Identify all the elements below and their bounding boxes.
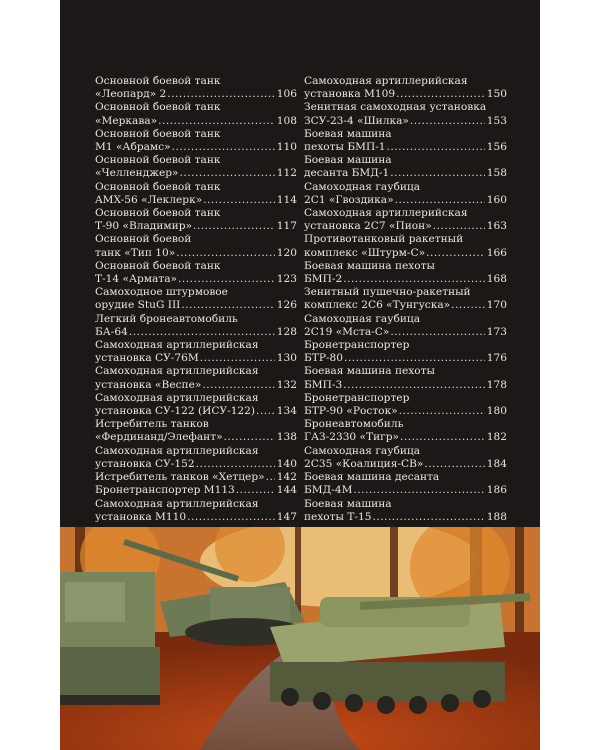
toc-entry-heading: Бронетранспортер: [304, 391, 410, 404]
toc-entry-title: 2С35 «Коалиция-СВ»: [304, 457, 424, 470]
toc-entry-title: установка СУ-152: [95, 457, 195, 470]
toc-entry-heading: Самоходная артиллерийская: [304, 207, 468, 220]
toc-right-column: [304, 75, 507, 524]
toc-entry[interactable]: [95, 471, 297, 484]
toc-page-number: 134: [276, 405, 297, 418]
toc-entry-title: «Меркава»: [95, 114, 158, 127]
toc-page-number: 153: [486, 114, 507, 127]
toc-page-number: 188: [486, 510, 507, 523]
toc-page-number: 178: [486, 378, 507, 391]
toc-entry[interactable]: [304, 75, 507, 101]
toc-entry-heading: Самоходная артиллерийская: [95, 497, 259, 510]
toc-entry-title: установка СУ-76М: [95, 352, 199, 365]
dot-leader: [433, 220, 485, 233]
toc-entry[interactable]: [95, 260, 297, 286]
toc-entry[interactable]: [304, 207, 507, 233]
toc-entry-title: Истребитель танков «Хетцер»: [95, 471, 265, 484]
toc-entry-title: пехоты Т-15: [304, 510, 372, 523]
toc-entry-heading: Истребитель танков: [95, 418, 209, 431]
dot-leader: [202, 379, 274, 392]
toc-entry-heading: Зенитная самоходная установка: [304, 101, 487, 114]
toc-entry-title: «Фердинанд/Элефант»: [95, 431, 223, 444]
toc-entry-heading: Самоходная артиллерийская: [304, 75, 468, 87]
book-page: [60, 0, 540, 750]
toc-entry-heading: Основной боевой танк: [95, 259, 221, 272]
toc-entry-heading: Основной боевой: [95, 233, 192, 246]
toc-page-number: 168: [486, 273, 507, 286]
toc-page-number: 184: [486, 457, 507, 470]
toc-entry[interactable]: [304, 339, 507, 365]
toc-entry-heading: Основной боевой танк: [95, 154, 221, 167]
toc-entry-heading: Самоходная артиллерийская: [95, 365, 259, 378]
toc-page-number: 120: [276, 246, 297, 259]
toc-entry[interactable]: [95, 233, 297, 259]
cover-photo-tanks-in-autumn-forest: [60, 527, 540, 750]
dot-leader: [180, 167, 275, 180]
toc-entry-title: БТР-80: [304, 352, 344, 365]
toc-page-number: 140: [276, 457, 297, 470]
toc-page-number: 160: [486, 193, 507, 206]
toc-page-number: 156: [486, 141, 507, 154]
dot-leader: [129, 326, 275, 339]
toc-entry[interactable]: [304, 445, 507, 471]
toc-entry[interactable]: [304, 233, 507, 259]
toc-entry-heading: Самоходная артиллерийская: [95, 339, 259, 352]
dot-leader: [172, 141, 275, 154]
toc-entry-title: 2С19 «Мста-С»: [304, 325, 390, 338]
toc-entry-heading: Боевая машина пехоты: [304, 259, 435, 272]
toc-entry-title: ГАЗ-2330 «Тигр»: [304, 431, 399, 444]
toc-entry[interactable]: [95, 365, 297, 391]
toc-entry-title: ЗСУ-23-4 «Шилка»: [304, 114, 409, 127]
toc-entry-title: десанта БМД-1: [304, 167, 390, 180]
toc-entry-heading: Основной боевой танк: [95, 127, 221, 140]
toc-entry-heading: Основной боевой танк: [95, 180, 221, 193]
toc-entry[interactable]: [95, 154, 297, 180]
toc-entry[interactable]: [304, 365, 507, 391]
dot-leader: [399, 405, 485, 418]
toc-entry[interactable]: [95, 339, 297, 365]
toc-entry-heading: Основной боевой танк: [95, 101, 221, 114]
toc-page-number: 106: [276, 88, 297, 101]
dot-leader: [395, 194, 485, 207]
dot-leader: [344, 352, 485, 365]
toc-page-number: 144: [276, 484, 297, 497]
toc-page-number: 126: [276, 299, 297, 312]
dot-leader: [176, 247, 275, 260]
dot-leader: [387, 141, 485, 154]
toc-entry-title: AMX-56 «Леклерк»: [95, 193, 203, 206]
dot-leader: [426, 247, 485, 260]
toc-entry[interactable]: [95, 392, 297, 418]
dot-leader: [203, 194, 275, 207]
tank-self-propelled-gun-left: [60, 572, 160, 705]
toc-entry[interactable]: [304, 418, 507, 444]
dot-leader: [224, 431, 275, 444]
toc-entry-title: пехоты БМП-1: [304, 141, 386, 154]
toc-entry-title: орудие StuG III: [95, 299, 181, 312]
toc-entry-title: установка СУ-122 (ИСУ-122): [95, 405, 256, 418]
toc-entry-heading: Боевая машина: [304, 127, 392, 140]
toc-entry[interactable]: [304, 471, 507, 497]
toc-entry[interactable]: [304, 181, 507, 207]
toc-entry[interactable]: [95, 418, 297, 444]
autumn-forest-illustration: [60, 527, 540, 750]
dot-leader: [193, 220, 275, 233]
toc-page-number: 173: [486, 325, 507, 338]
toc-entry-heading: Боевая машина десанта: [304, 471, 440, 484]
toc-page-number: 132: [276, 378, 297, 391]
toc-entry-title: установка 2С7 «Пион»: [304, 220, 432, 233]
dot-leader: [451, 299, 485, 312]
toc-entry-heading: Самоходная гаубица: [304, 444, 421, 457]
toc-page-number: 108: [276, 114, 297, 127]
toc-page-number: 117: [276, 220, 297, 233]
toc-entry-heading: Легкий бронеавтомобиль: [95, 312, 238, 325]
toc-entry[interactable]: [304, 128, 507, 154]
toc-entry[interactable]: [95, 313, 297, 339]
toc-entry-title: БМД-4М: [304, 484, 353, 497]
toc-entry-heading: Самоходная гаубица: [304, 312, 421, 325]
toc-entry-title: установка M110: [95, 510, 187, 523]
dot-leader: [178, 273, 275, 286]
toc-entry-title: установка M109: [304, 88, 396, 101]
toc-page-number: 182: [486, 431, 507, 444]
dot-leader: [200, 352, 275, 365]
toc-page-number: 123: [276, 273, 297, 286]
dot-leader: [187, 511, 275, 524]
dot-leader: [256, 405, 275, 418]
toc-entry-title: танк «Тип 10»: [95, 246, 176, 259]
toc-entry-heading: Противотанковый ракетный: [304, 233, 464, 246]
dot-leader: [167, 88, 275, 101]
toc-page-number: 112: [276, 167, 297, 180]
dot-leader: [353, 484, 484, 497]
dot-leader: [400, 431, 485, 444]
toc-entry[interactable]: [95, 207, 297, 233]
toc-entry-heading: Боевая машина: [304, 154, 392, 167]
toc-entry-title: Т-90 «Владимир»: [95, 220, 192, 233]
toc-page-number: 110: [276, 141, 297, 154]
toc-entry-heading: Основной боевой танк: [95, 75, 221, 87]
toc-entry[interactable]: [95, 484, 297, 497]
toc-entry[interactable]: [95, 445, 297, 471]
toc-entry[interactable]: [95, 101, 297, 127]
toc-page-number: 186: [486, 484, 507, 497]
toc-page-number: 176: [486, 352, 507, 365]
toc-entry[interactable]: [304, 313, 507, 339]
toc-entry-heading: Самоходная гаубица: [304, 180, 421, 193]
dot-leader: [343, 273, 485, 286]
toc-page-number: 180: [486, 405, 507, 418]
toc-page-number: 138: [276, 431, 297, 444]
dot-leader: [236, 484, 275, 497]
toc-page-number: 163: [486, 220, 507, 233]
dot-leader: [424, 458, 484, 471]
table-of-contents: [60, 75, 540, 525]
toc-entry[interactable]: [95, 181, 297, 207]
toc-entry-heading: Боевая машина: [304, 497, 392, 510]
dot-leader: [158, 115, 275, 128]
dot-leader: [410, 115, 485, 128]
toc-entry-title: Бронетранспортер M113: [95, 484, 235, 497]
toc-page-number: 150: [486, 88, 507, 101]
dot-leader: [390, 326, 484, 339]
toc-entry-title: БМП-3: [304, 378, 343, 391]
dot-leader: [196, 458, 275, 471]
toc-entry[interactable]: [95, 286, 297, 312]
toc-entry-title: Т-14 «Армата»: [95, 273, 177, 286]
toc-entry-title: «Леопард» 2: [95, 88, 167, 101]
toc-entry-title: установка «Веспе»: [95, 378, 202, 391]
toc-page-number: 170: [486, 299, 507, 312]
toc-entry[interactable]: [304, 498, 507, 524]
toc-entry-title: комплекс «Штурм-С»: [304, 246, 426, 259]
toc-entry-heading: Самоходная артиллерийская: [95, 391, 259, 404]
toc-page-number: 142: [276, 471, 297, 484]
toc-entry-title: БМП-2: [304, 273, 343, 286]
dot-leader: [181, 299, 274, 312]
toc-entry[interactable]: [304, 286, 507, 312]
toc-entry[interactable]: [95, 75, 297, 101]
toc-page-number: 114: [276, 193, 297, 206]
toc-entry-title: M1 «Абрамс»: [95, 141, 171, 154]
toc-entry-heading: Самоходная артиллерийская: [95, 444, 259, 457]
toc-entry[interactable]: [304, 154, 507, 180]
dot-leader: [390, 167, 485, 180]
dot-leader: [266, 471, 275, 484]
toc-entry-title: комплекс 2С6 «Тунгуска»: [304, 299, 451, 312]
toc-page-number: 158: [486, 167, 507, 180]
toc-entry-heading: Боевая машина пехоты: [304, 365, 435, 378]
toc-entry[interactable]: [304, 101, 507, 127]
toc-entry[interactable]: [95, 498, 297, 524]
toc-entry-heading: Зенитный пушечно-ракетный: [304, 286, 471, 299]
toc-entry-heading: Бронетранспортер: [304, 339, 410, 352]
toc-entry-title: 2С1 «Гвоздика»: [304, 193, 394, 206]
toc-entry-heading: Бронеавтомобиль: [304, 418, 404, 431]
toc-entry[interactable]: [95, 128, 297, 154]
toc-entry-title: «Челленджер»: [95, 167, 179, 180]
dot-leader: [396, 88, 485, 101]
toc-entry[interactable]: [304, 392, 507, 418]
toc-page-number: 130: [276, 352, 297, 365]
toc-entry-heading: Основной боевой танк: [95, 207, 221, 220]
toc-left-column: [95, 75, 297, 524]
toc-page-number: 166: [486, 246, 507, 259]
toc-entry-title: БТР-90 «Росток»: [304, 405, 398, 418]
toc-entry-title: БА-64: [95, 325, 128, 338]
toc-entry[interactable]: [304, 260, 507, 286]
dot-leader: [343, 379, 485, 392]
toc-page-number: 147: [276, 510, 297, 523]
dot-leader: [372, 511, 484, 524]
toc-entry-heading: Самоходное штурмовое: [95, 286, 228, 299]
toc-page-number: 128: [276, 325, 297, 338]
